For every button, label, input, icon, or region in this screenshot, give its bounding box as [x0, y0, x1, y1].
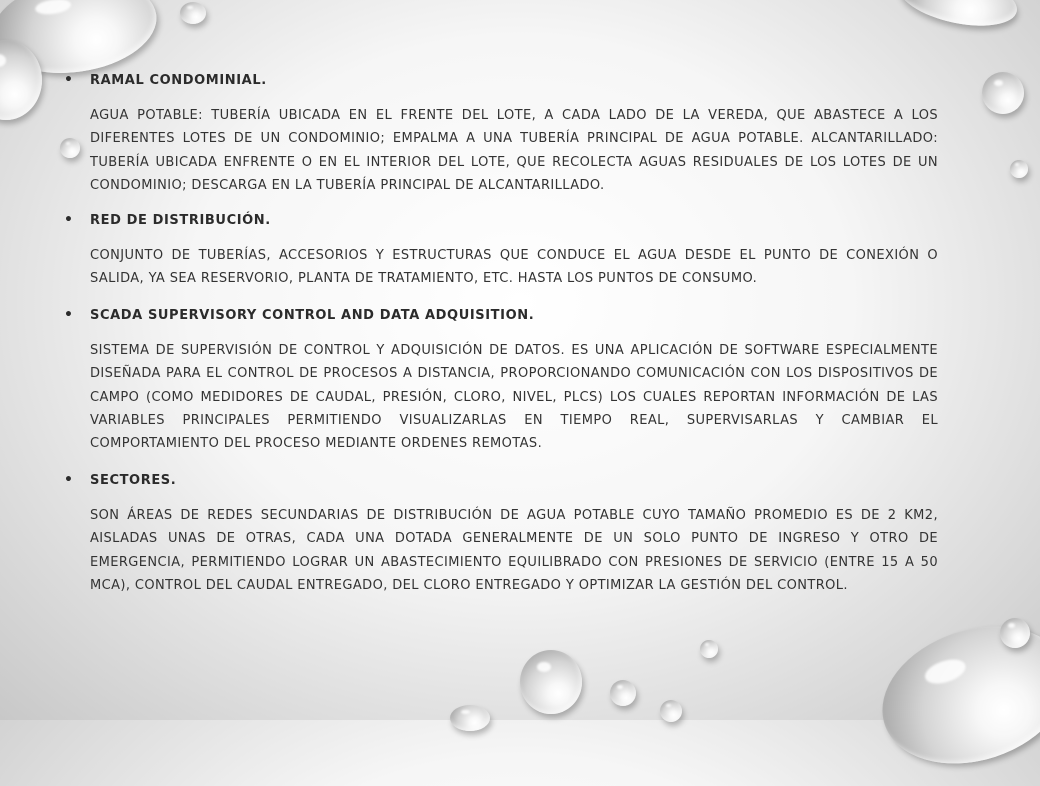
bullet-icon: •	[64, 472, 74, 488]
section-heading	[64, 307, 938, 325]
section-heading-text: SCADA SUPERVISORY CONTROL AND DATA ADQUISITION.	[90, 308, 535, 323]
water-drop-decoration	[450, 705, 490, 731]
section-heading	[64, 72, 938, 90]
section-body: AGUA POTABLE: TUBERÍA UBICADA EN EL FRENTE DEL LOTE, A CADA LADO DE LA VEREDA, QUE ABASTECE A LOS DIFERENTES LOTES DE UN CONDOMINIO; EMPALMA A UNA TUBERÍA PRINCIPAL DE AGUA POTABLE. ALCANTARILLADO: TUBERÍA UBICADA ENFRENTE O EN EL INTERIOR DEL LOTE, QUE RECOLECTA AGUAS RESIDUALES DE LOS LOTES DE UN CONDOMINIO; DESCARGA EN LA TUBERÍA PRINCIPAL DE ALCANTARILLADO.	[90, 108, 938, 193]
section-heading-text: RED DE DISTRIBUCIÓN.	[90, 213, 271, 228]
water-drop-decoration	[1000, 618, 1030, 648]
bullet-icon: •	[64, 212, 74, 228]
section-scada	[64, 307, 938, 455]
section-heading	[64, 472, 938, 490]
water-drop-decoration	[610, 680, 636, 706]
section-heading-text: SECTORES.	[90, 473, 177, 488]
section-heading-text: RAMAL CONDOMINIAL.	[90, 73, 267, 88]
water-drop-decoration	[700, 640, 718, 658]
water-drop-decoration	[180, 2, 206, 24]
bullet-icon: •	[64, 72, 74, 88]
bullet-icon: •	[64, 307, 74, 323]
water-drop-decoration	[894, 0, 1021, 35]
water-drop-decoration	[660, 700, 682, 722]
section-heading	[64, 212, 938, 230]
section-body: SISTEMA DE SUPERVISIÓN DE CONTROL Y ADQUISICIÓN DE DATOS. ES UNA APLICACIÓN DE SOFTWARE ESPECIALMENTE DISEÑADA PARA EL CONTROL DE PROCESOS A DISTANCIA, PROPORCIONANDO COMUNICACIÓN CON LOS DISPOSITIVOS DE CAMPO (COMO MEDIDORES DE CAUDAL, PRESIÓN, CLORO, NIVEL, PLCS) LOS CUALES REPORTAN INFORMACIÓN DE LAS VARIABLES PRINCIPALES PERMITIENDO VISUALIZARLAS EN TIEMPO REAL, SUPERVISARLAS Y CAMBIAR EL COMPORTAMIENTO DEL PROCESO MEDIANTE ORDENES REMOTAS.	[90, 343, 938, 452]
section-sectores	[64, 472, 938, 597]
section-body: SON ÁREAS DE REDES SECUNDARIAS DE DISTRIBUCIÓN DE AGUA POTABLE CUYO TAMAÑO PROMEDIO ES DE 2 KM2, AISLADAS UNAS DE OTRAS, CADA UNA DOTADA GENERALMENTE DE UN SOLO PUNTO DE INGRESO Y OTRO DE EMERGENCIA, PERMITIENDO LOGRAR UN ABASTECIMIENTO EQUILIBRADO CON PRESIONES DE SERVICIO (ENTRE 15 A 50 MCA), CONTROL DEL CAUDAL ENTREGADO, DEL CLORO ENTREGADO Y OPTIMIZAR LA GESTIÓN DEL CONTROL.	[90, 508, 938, 593]
water-drop-decoration	[1010, 160, 1028, 178]
water-drop-decoration	[520, 650, 582, 714]
section-body: CONJUNTO DE TUBERÍAS, ACCESORIOS Y ESTRUCTURAS QUE CONDUCE EL AGUA DESDE EL PUNTO DE CONEXIÓN O SALIDA, YA SEA RESERVORIO, PLANTA DE TRATAMIENTO, ETC. HASTA LOS PUNTOS DE CONSUMO.	[90, 248, 938, 287]
section-red-de-distribucion	[64, 212, 938, 291]
water-drop-decoration	[982, 72, 1024, 114]
section-ramal-condominial	[64, 72, 938, 197]
